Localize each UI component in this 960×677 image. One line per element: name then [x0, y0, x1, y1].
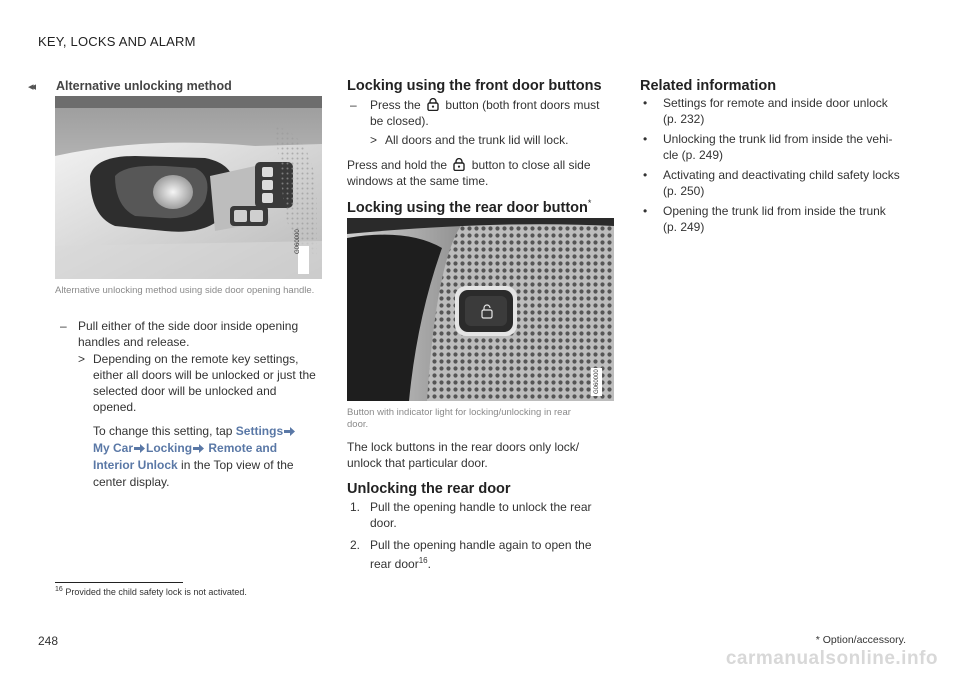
- result-line: selected door will be unlocked and: [93, 384, 277, 398]
- page-number: 248: [38, 634, 59, 648]
- result-arrow: >: [370, 133, 378, 147]
- related-link-text: [663, 203, 886, 235]
- item-number: 2.: [350, 538, 361, 552]
- step-text-part: Press the: [370, 98, 421, 112]
- rear-door-button-figure: [347, 218, 614, 401]
- dash-marker: –: [350, 98, 357, 112]
- link-line: (p. 249): [663, 220, 705, 234]
- step-text-part: button (both front doors must: [445, 98, 600, 112]
- step-item: [60, 318, 340, 352]
- paragraph-press-hold: [347, 157, 617, 189]
- paragraph-part: windows at the same time.: [347, 174, 489, 188]
- arrow-right-icon: [192, 443, 205, 454]
- step-text: [370, 97, 599, 129]
- lock-button-icon: [427, 98, 439, 111]
- figure-caption: [347, 407, 617, 431]
- link-line: Unlocking the trunk lid from inside the vehi-: [663, 132, 893, 146]
- settings-path: [93, 423, 333, 491]
- result-line: opened.: [93, 400, 137, 414]
- item-text: [370, 499, 592, 531]
- heading-unlocking-rear-door: Unlocking the rear door: [347, 481, 511, 497]
- paragraph-rear-lock-buttons: [347, 439, 617, 471]
- item-number: 1.: [350, 500, 361, 514]
- related-link-text: [663, 131, 892, 163]
- step-line: Pull either of the side door inside opening: [78, 319, 299, 333]
- watermark: carmanualsonline.info: [725, 648, 938, 669]
- link-line: cle (p. 249): [663, 148, 724, 162]
- paragraph-part: Press and hold the: [347, 158, 448, 172]
- caption-line: door.: [347, 419, 369, 430]
- footnote-text: Provided the child safety lock is not activated.: [65, 587, 247, 597]
- footnote-ref[interactable]: 16: [418, 556, 428, 565]
- dash-marker: –: [60, 319, 67, 333]
- footnote-rule: [55, 582, 183, 583]
- link-line: Activating and deactivating child safety locks: [663, 168, 900, 182]
- item-line: door.: [370, 516, 397, 530]
- footnote-number: 16: [55, 586, 63, 593]
- numbered-item: [350, 537, 620, 573]
- link-line: Settings for remote and inside door unlock: [663, 96, 888, 110]
- item-line: Pull the opening handle to unlock the rear: [370, 500, 592, 514]
- item-line: Pull the opening handle again to open the: [370, 538, 592, 552]
- door-handle-illustration: [55, 96, 322, 279]
- heading-rear-door-button: [347, 198, 591, 216]
- result-item: [370, 132, 620, 150]
- setting-suffix: in the Top view of the: [181, 458, 294, 472]
- related-link[interactable]: [643, 95, 913, 129]
- lock-button-icon: [453, 158, 465, 171]
- step-text: [78, 318, 298, 350]
- related-link[interactable]: [643, 131, 913, 165]
- caption-line: Button with indicator light for locking/unlocking in rear: [347, 407, 571, 418]
- paragraph-line: unlock that particular door.: [347, 456, 488, 470]
- back-marker-icon: ◂◂: [28, 81, 34, 93]
- path-remote: Remote and: [208, 441, 278, 455]
- result-arrow: >: [78, 352, 86, 366]
- option-star: *: [587, 198, 592, 208]
- link-line: (p. 250): [663, 184, 705, 198]
- related-link[interactable]: [643, 167, 913, 201]
- step-line: handles and release.: [78, 335, 190, 349]
- step-text-part: be closed).: [370, 114, 429, 128]
- figure-code: G060000: [295, 229, 301, 254]
- item-line: .: [427, 557, 431, 571]
- bullet-marker: •: [643, 96, 648, 110]
- paragraph-line: The lock buttons in the rear doors only lock/: [347, 440, 580, 454]
- bullet-marker: •: [643, 204, 648, 218]
- step-item: [350, 97, 620, 131]
- door-handle-figure: [55, 96, 322, 279]
- arrow-right-icon: [283, 426, 296, 437]
- result-text: All doors and the trunk lid will lock.: [385, 133, 569, 147]
- path-settings: Settings: [235, 424, 284, 438]
- path-my-car: My Car: [93, 441, 134, 455]
- result-text: [93, 351, 316, 415]
- setting-line-end: center display.: [93, 475, 170, 489]
- footnote: [55, 586, 247, 597]
- numbered-item: [350, 499, 620, 533]
- path-interior: Interior Unlock: [93, 458, 178, 472]
- bullet-marker: •: [643, 132, 648, 146]
- option-accessory-note: * Option/accessory.: [815, 634, 906, 646]
- figure-caption: Alternative unlocking method using side door opening handle.: [55, 285, 315, 296]
- rear-door-button-illustration: [347, 218, 614, 401]
- heading-related-information: Related information: [640, 78, 777, 94]
- path-locking: Locking: [146, 441, 193, 455]
- item-text: [370, 537, 592, 572]
- bullet-marker: •: [643, 168, 648, 182]
- result-item: [78, 351, 328, 421]
- result-line: either all doors will be unlocked or just the: [93, 368, 316, 382]
- arrow-right-icon: [133, 443, 146, 454]
- link-line: (p. 232): [663, 112, 705, 126]
- setting-prefix: To change this setting, tap: [93, 424, 233, 438]
- item-line: rear door: [370, 557, 419, 571]
- related-link-text: [663, 95, 888, 127]
- heading-text: Locking using the rear door button: [347, 199, 588, 216]
- link-line: Opening the trunk lid from inside the trunk: [663, 204, 886, 218]
- figure-code: G060000: [594, 369, 600, 394]
- section-subheading: Alternative unlocking method: [56, 79, 232, 93]
- related-link-text: [663, 167, 900, 199]
- paragraph-part: button to close all side: [471, 158, 591, 172]
- related-link[interactable]: [643, 203, 913, 237]
- heading-front-door-buttons: Locking using the front door buttons: [347, 78, 602, 94]
- result-line: Depending on the remote key settings,: [93, 352, 299, 366]
- running-header: KEY, LOCKS AND ALARM: [38, 34, 196, 49]
